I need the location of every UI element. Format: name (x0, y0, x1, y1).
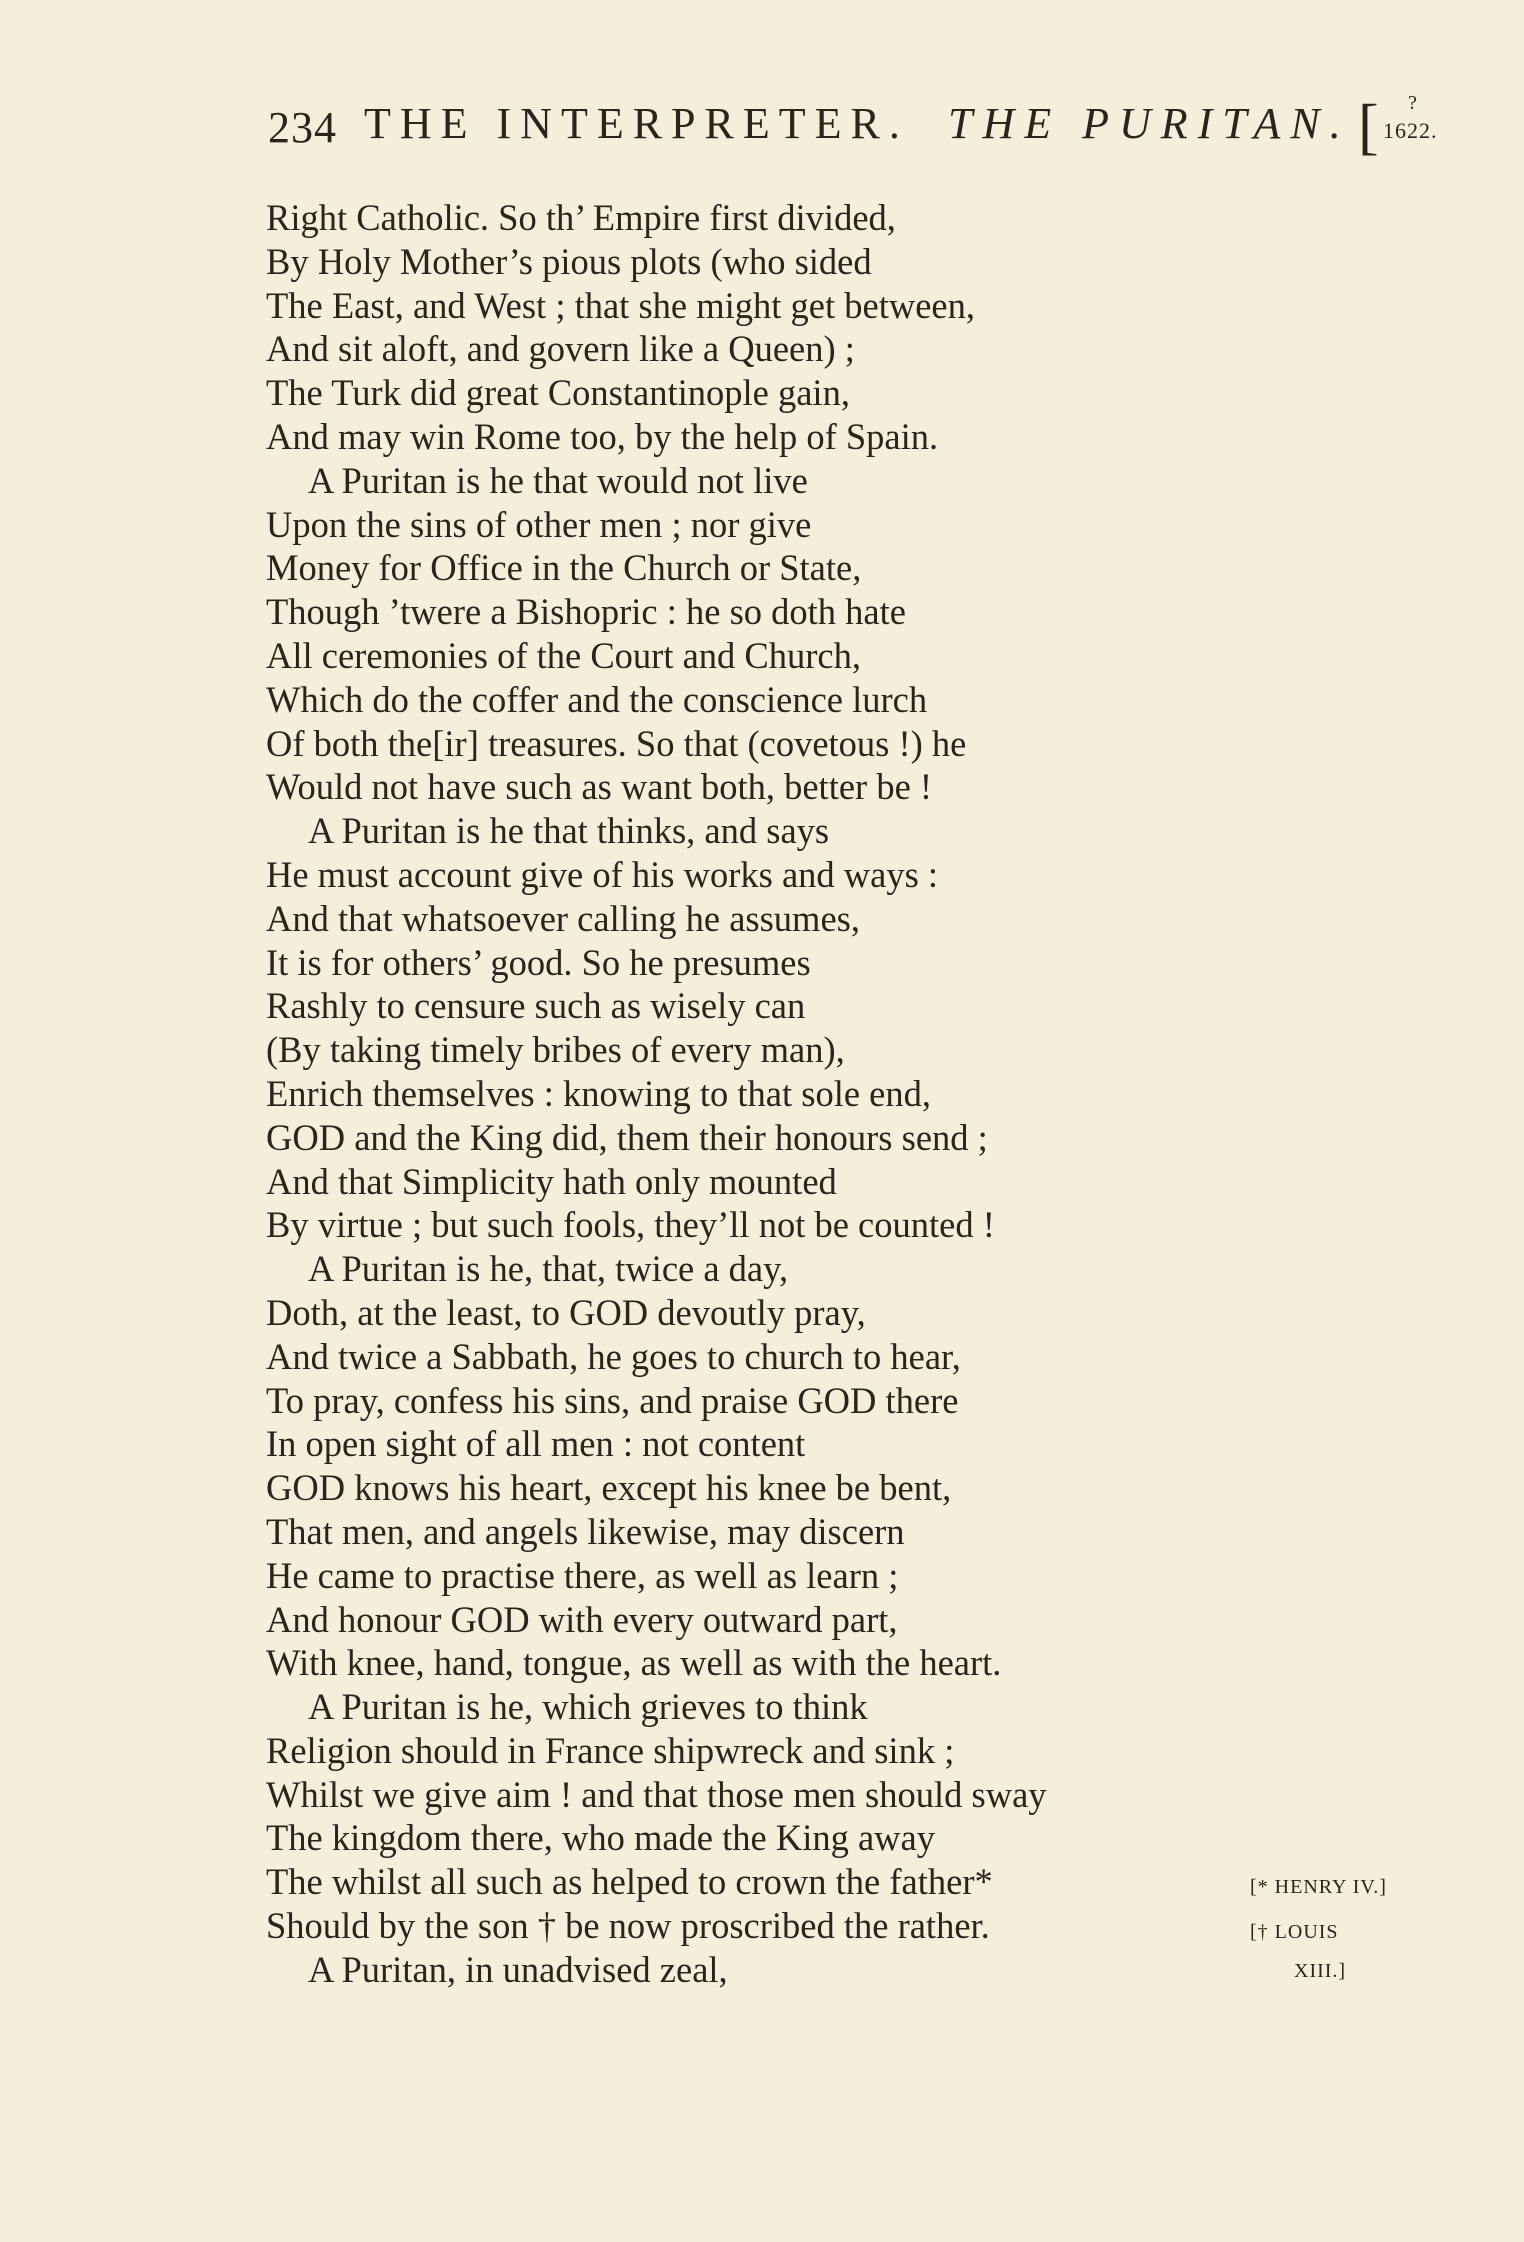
poem-line: And may win Rome too, by the help of Spain. (266, 415, 939, 457)
poem-line: Upon the sins of other men ; nor give (266, 503, 812, 545)
date-query-mark: ? (1408, 92, 1417, 114)
poem-line: He came to practise there, as well as learn ; (266, 1554, 899, 1596)
poem-line: A Puritan, in unadvised zeal, (308, 1948, 728, 1990)
sidenote-xiii: XIII.] (1294, 1960, 1347, 1982)
poem-line: Right Catholic. So th’ Empire first divided, (266, 197, 896, 238)
poem-line: Enrich themselves : knowing to that sole end, (266, 1072, 931, 1114)
poem-line: Doth, at the least, to GOD devoutly pray, (266, 1291, 866, 1333)
poem-line: And that whatsoever calling he assumes, (266, 897, 860, 939)
poem-line: It is for others’ good. So he presumes (266, 941, 811, 983)
poem-line: A Puritan is he that thinks, and says (308, 810, 830, 852)
date-label: 1622. (1383, 118, 1438, 143)
running-header (268, 92, 1448, 162)
poem-line: With knee, hand, tongue, as well as with the heart. (266, 1642, 1002, 1684)
poem-line: All ceremonies of the Court and Church, (266, 634, 861, 676)
poem-line: By Holy Mother’s pious plots (who sided (266, 240, 872, 282)
poem-line: The East, and West ; that she might get between, (266, 284, 975, 326)
poem-line: And honour GOD with every outward part, (266, 1598, 898, 1640)
running-title: THE INTERPRETER. (364, 99, 909, 148)
poem-line: And sit aloft, and govern like a Queen) ; (266, 328, 855, 370)
poem-text (266, 196, 1306, 1992)
poem-line: Though ’twere a Bishopric : he so doth hate (266, 591, 906, 633)
poem-line: Rashly to censure such as wisely can (266, 985, 806, 1027)
poem-line: Would not have such as want both, better be ! (266, 766, 933, 808)
poem-line: The kingdom there, who made the King away (266, 1817, 935, 1859)
poem-line: The Turk did great Constantinople gain, (266, 372, 850, 414)
section-title: THE PURITAN. (948, 99, 1351, 148)
poem-line: He must account give of his works and ways : (266, 853, 939, 895)
poem-line: GOD and the King did, them their honours send ; (266, 1116, 988, 1158)
poem-line: Should by the son † be now proscribed the rather. (266, 1905, 990, 1947)
poem-line: Whilst we give aim ! and that those men should sway (266, 1773, 1047, 1815)
poem-line: In open sight of all men : not content (266, 1423, 806, 1465)
sidenote-louis: [† LOUIS (1250, 1921, 1339, 1943)
poem-line: And that Simplicity hath only mounted (266, 1160, 837, 1202)
poem-line: Of both the[ir] treasures. So that (covetous !) he (266, 722, 967, 764)
poem-line: That men, and angels likewise, may discern (266, 1510, 905, 1552)
poem-line: GOD knows his heart, except his knee be bent, (266, 1467, 952, 1509)
date-bracket: [ (1358, 93, 1379, 161)
poem-line: A Puritan is he, which grieves to think (308, 1686, 868, 1728)
poem-line: By virtue ; but such fools, they’ll not be counted ! (266, 1204, 995, 1246)
poem-line: (By taking timely bribes of every man), (266, 1029, 845, 1071)
sidenote-henry-iv: [* HENRY IV.] (1250, 1876, 1387, 1898)
poem-line: A Puritan is he, that, twice a day, (308, 1248, 789, 1290)
poem-line: A Puritan is he that would not live (308, 459, 808, 501)
poem-line: Money for Office in the Church or State, (266, 547, 862, 589)
poem-line: And twice a Sabbath, he goes to church to hear, (266, 1335, 961, 1377)
poem-line: Religion should in France shipwreck and sink ; (266, 1729, 955, 1771)
poem-line: To pray, confess his sins, and praise GOD there (266, 1379, 959, 1421)
poem-line: The whilst all such as helped to crown the father* (266, 1861, 993, 1903)
page-number: 234 (268, 103, 337, 152)
poem-line: Which do the coffer and the conscience lurch (266, 678, 928, 720)
